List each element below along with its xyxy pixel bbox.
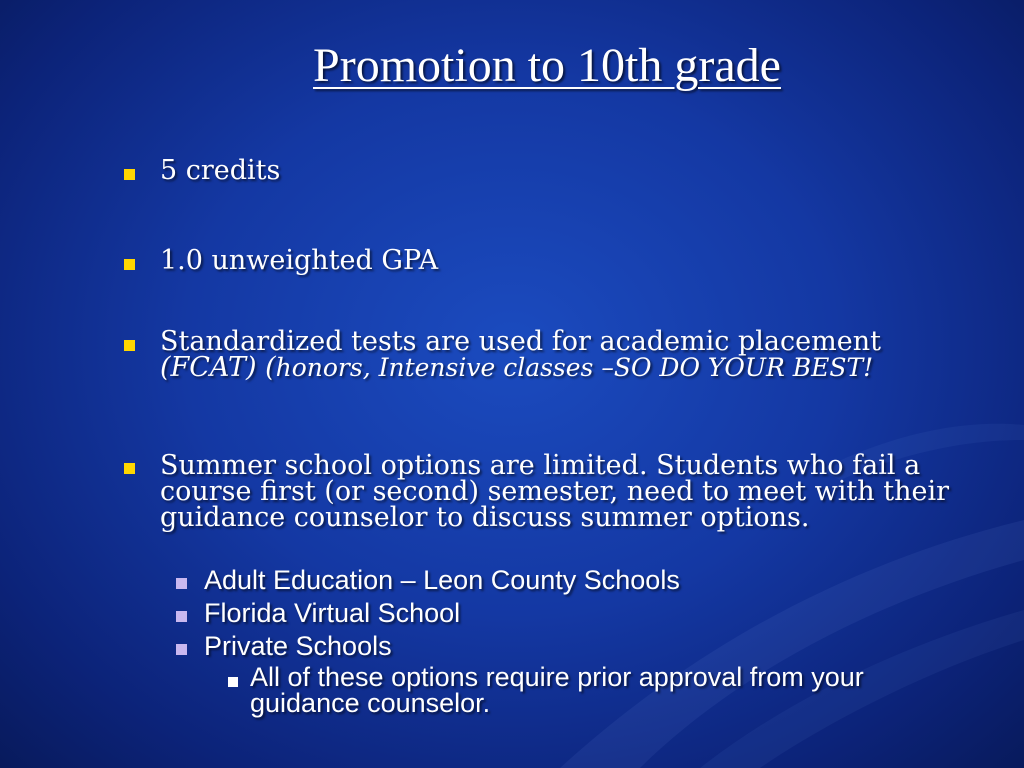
sub-bullet-marker	[176, 578, 187, 589]
bullet-tests-text: Standardized tests are used for academic placement	[160, 326, 881, 357]
bullet-marker	[124, 340, 135, 351]
slide-title: Promotion to 10th grade	[313, 39, 781, 92]
sub-bullet-florida-virtual: Florida Virtual School	[204, 598, 461, 628]
bullet-standardized-tests	[160, 326, 960, 383]
bullet-tests-fcat: (FCAT) (	[160, 352, 276, 383]
bullet-marker	[124, 463, 135, 474]
bullet-gpa: 1.0 unweighted GPA	[160, 245, 439, 276]
sub-sub-bullet-approval: All of these options require prior approval from your guidance counselor.	[250, 662, 864, 718]
bullet-credits: 5 credits	[160, 155, 281, 186]
bullet-marker	[124, 259, 135, 270]
sub-bullet-adult-education: Adult Education – Leon County Schools	[204, 565, 680, 595]
sub-bullet-marker	[176, 611, 187, 622]
sub-bullet-private-schools: Private Schools	[204, 631, 392, 661]
sub-sub-bullet-marker	[228, 677, 238, 687]
bullet-summer-school: Summer school options are limited. Students who fail a course first (or second) semester, need to meet with their guidance counselor to discuss summer options.	[160, 450, 949, 533]
bullet-tests-note: honors, Intensive classes –SO DO YOUR BEST!	[275, 353, 874, 382]
sub-bullet-marker	[176, 644, 187, 655]
bullet-marker	[124, 169, 135, 180]
